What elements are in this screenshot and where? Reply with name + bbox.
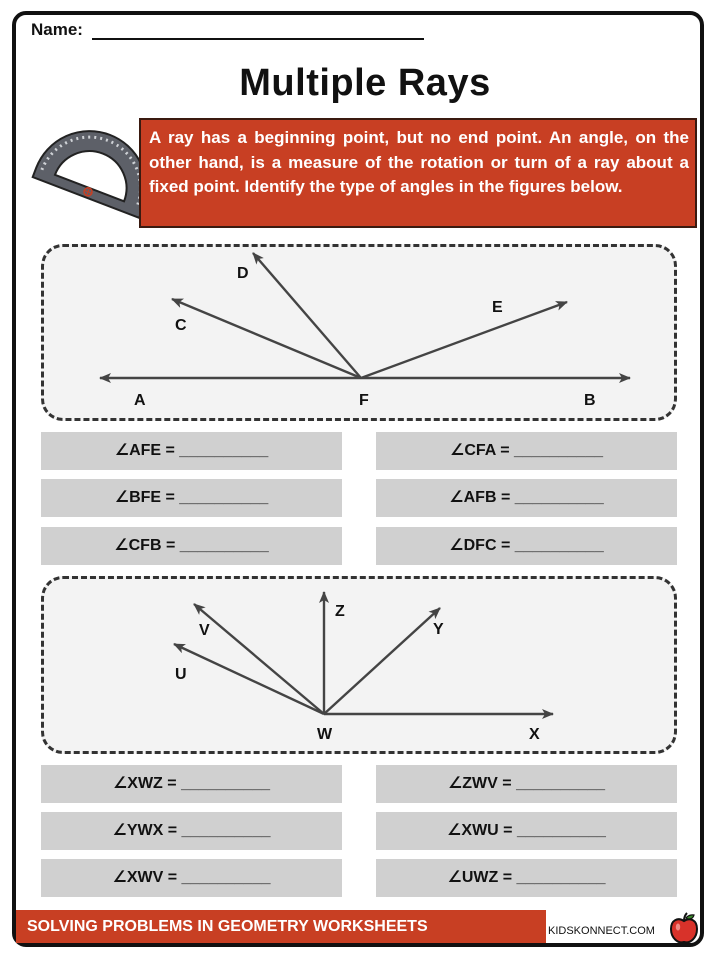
- name-input-line[interactable]: [92, 38, 424, 40]
- label-f: F: [359, 392, 369, 409]
- page-title: Multiple Rays: [239, 62, 491, 104]
- answer-cfb[interactable]: ∠CFB = __________: [41, 527, 342, 565]
- label-v: V: [199, 622, 210, 639]
- protractor-icon: [28, 112, 153, 229]
- label-z: Z: [335, 603, 345, 620]
- instructions-box: A ray has a beginning point, but no end point. An angle, on the other hand, is a measure of the rotation or turn of a ray about a fixed point. Identify the type of angles in the figures below.: [139, 118, 697, 228]
- ray-wv: [194, 604, 324, 714]
- ray-fe: [361, 302, 567, 378]
- ray-fc: [172, 299, 361, 378]
- answer-bfe[interactable]: ∠BFE = __________: [41, 479, 342, 517]
- name-label: Name:: [31, 20, 83, 39]
- label-e: E: [492, 299, 503, 316]
- ray-wy: [324, 608, 440, 714]
- figure-1: [41, 244, 677, 421]
- answer-cfa[interactable]: ∠CFA = __________: [376, 432, 677, 470]
- answer-xwu[interactable]: ∠XWU = __________: [376, 812, 677, 850]
- label-y: Y: [433, 621, 444, 638]
- label-w: W: [317, 726, 333, 743]
- figure-2: [41, 576, 677, 754]
- answer-xwz[interactable]: ∠XWZ = __________: [41, 765, 342, 803]
- label-b: B: [584, 392, 596, 409]
- label-a: A: [134, 392, 146, 409]
- answer-zwv[interactable]: ∠ZWV = __________: [376, 765, 677, 803]
- answer-dfc[interactable]: ∠DFC = __________: [376, 527, 677, 565]
- footer-title: SOLVING PROBLEMS IN GEOMETRY WORKSHEETS: [16, 910, 546, 943]
- apple-icon: [668, 912, 700, 951]
- ray-fd: [253, 253, 361, 378]
- label-c: C: [175, 317, 187, 334]
- label-x: X: [529, 726, 540, 743]
- answer-xwv[interactable]: ∠XWV = __________: [41, 859, 342, 897]
- label-u: U: [175, 666, 187, 683]
- ray-wu: [174, 644, 324, 714]
- answer-ywx[interactable]: ∠YWX = __________: [41, 812, 342, 850]
- answer-uwz[interactable]: ∠UWZ = __________: [376, 859, 677, 897]
- answer-afb[interactable]: ∠AFB = __________: [376, 479, 677, 517]
- footer-site: KIDSKONNECT.COM: [548, 925, 655, 937]
- label-d: D: [237, 265, 249, 282]
- answer-afe[interactable]: ∠AFE = __________: [41, 432, 342, 470]
